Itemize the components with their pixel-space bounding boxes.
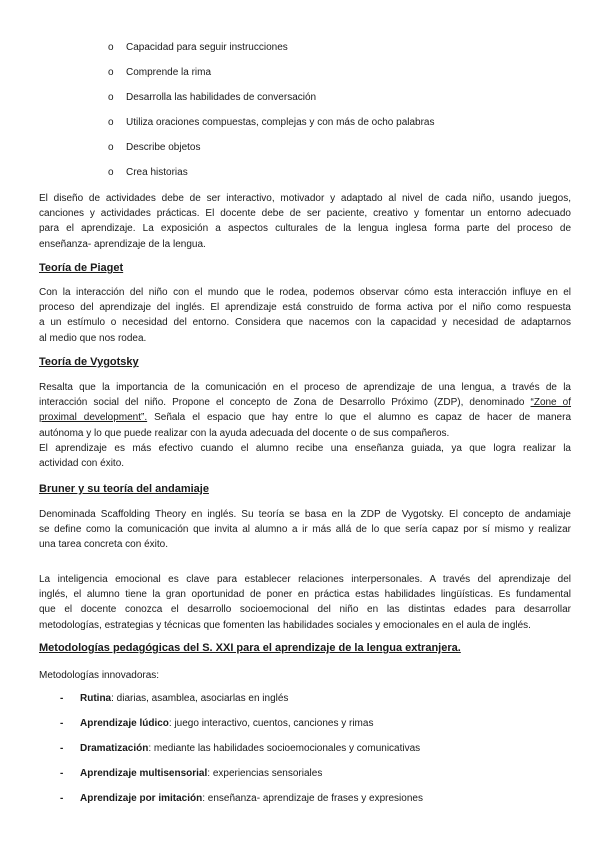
zpd-term-link: proximal development”. xyxy=(39,412,148,424)
zpd-term-link: “Zone of xyxy=(530,397,572,409)
paragraph-line: autónoma y lo que puede realizar con la ayuda adecuada del docente o de sus compañeros. xyxy=(39,427,450,439)
paragraph-line: Con la interacción del niño con el mundo que le rodea, podemos observar cómo esta interacción influye en el xyxy=(39,287,571,298)
text-run: interacción social del niño. Propone el concepto de Zona de Desarrollo Próximo (ZDP), denominado xyxy=(39,397,531,409)
paragraph-line: a un estímulo o necesidad del entorno. Considera que nacemos con la capacidad y necesidad de adaptarnos xyxy=(39,317,571,329)
paragraph-line: El aprendizaje es más efectivo cuando el alumno recibe una enseñanza guiada, ya que logra realizar la xyxy=(39,442,571,454)
paragraph-vygotsky xyxy=(39,380,571,471)
paragraph-line xyxy=(39,395,571,410)
bullet-marker: o xyxy=(108,142,114,153)
list-item-desc: : experiencias sensoriales xyxy=(207,768,323,779)
list-item-text: Utiliza oraciones compuestas, complejas y con más de ocho palabras xyxy=(126,117,435,128)
paragraph-line: una tarea concreta con éxito. xyxy=(39,539,168,551)
paragraph-activities xyxy=(39,191,571,252)
paragraph-line: El diseño de actividades debe de ser interactivo, motivador y adaptado al nivel de cada niño, usando juegos, xyxy=(39,193,571,204)
paragraph-line: Denominada Scaffolding Theory en inglés. Su teoría se basa en la ZDP de Vygotsky. El concepto de andamiaje xyxy=(39,509,571,520)
list-item-text: Crea historias xyxy=(126,167,188,178)
paragraph-line: Metodologías innovadoras: xyxy=(39,670,160,681)
paragraph-line: enseñanza- aprendizaje de la lengua. xyxy=(39,238,206,250)
text-run: Señala el espacio que hay entre lo que el alumno es capaz de hacer de manera xyxy=(147,412,571,424)
bullet-marker: o xyxy=(108,42,114,53)
dash-marker: - xyxy=(60,693,64,704)
list-item-desc: : mediante las habilidades socioemocionales y comunicativas xyxy=(148,743,421,754)
list-item-text: Comprende la rima xyxy=(126,67,212,78)
paragraph-line: para el aprendizaje. La exposición a aspectos culturales de la lengua inglesa forma parte del proceso de xyxy=(39,223,571,235)
list-item-text: Capacidad para seguir instrucciones xyxy=(126,42,288,53)
list-item-term: Rutina xyxy=(80,693,112,704)
paragraph-line: proceso del aprendizaje del inglés. El aprendizaje está construido de forma activa por el niño como respuesta xyxy=(39,302,571,314)
list-item-desc: : juego interactivo, cuentos, canciones y rimas xyxy=(168,718,374,729)
list-item-text xyxy=(80,768,322,779)
paragraph-bruner xyxy=(39,507,571,553)
list-item-text xyxy=(80,693,288,704)
paragraph-line: La inteligencia emocional es clave para establecer relaciones interpersonales. A través del aprendizaje del xyxy=(39,574,571,585)
list-item-term: Dramatización xyxy=(80,743,149,754)
dash-marker: - xyxy=(60,793,64,804)
bullet-marker: o xyxy=(108,67,114,78)
paragraph-line: que el docente conozca el desarrollo socioemocional del niño en las distintas edades para desarrollar xyxy=(39,604,571,616)
list-item-text xyxy=(80,793,423,804)
dash-marker: - xyxy=(60,743,64,754)
heading-piaget: Teoría de Piaget xyxy=(39,262,124,274)
paragraph-line xyxy=(39,410,571,425)
heading-methodologies: Metodologías pedagógicas del S. XXI para el aprendizaje de la lengua extranjera. xyxy=(39,642,461,654)
list-item-desc: : enseñanza- aprendizaje de frases y expresiones xyxy=(202,793,423,804)
paragraph-line: canciones y actividades prácticas. El docente debe de ser paciente, creativo y fomentar un entorno adecuado xyxy=(39,208,571,220)
paragraph-line: Resalta que la importancia de la comunicación en el proceso de aprendizaje de una lengua, a través de la xyxy=(39,382,571,393)
list-item-text xyxy=(80,743,420,754)
list-item-term: Aprendizaje lúdico xyxy=(80,718,169,729)
list-item-text: Desarrolla las habilidades de conversación xyxy=(126,92,317,103)
methodologies-intro xyxy=(39,668,571,683)
list-item-desc: : diarias, asamblea, asociarlas en inglés xyxy=(111,693,289,704)
list-item-text: Describe objetos xyxy=(126,142,201,153)
bullet-marker: o xyxy=(108,167,114,178)
paragraph-line: inglés, el alumno tiene la gran oportunidad de poner en práctica estas habilidades lingüísticas. Es fundamental xyxy=(39,589,571,601)
dash-marker: - xyxy=(60,718,64,729)
list-item-text xyxy=(80,718,373,729)
dash-marker: - xyxy=(60,768,64,779)
list-item-term: Aprendizaje multisensorial xyxy=(80,768,208,779)
paragraph-piaget xyxy=(39,285,571,346)
list-item-term: Aprendizaje por imitación xyxy=(80,793,203,804)
heading-bruner: Bruner y su teoría del andamiaje xyxy=(39,483,209,495)
bullet-marker: o xyxy=(108,92,114,103)
bullet-marker: o xyxy=(108,117,114,128)
paragraph-emotional xyxy=(39,572,571,633)
paragraph-line: al medio que nos rodea. xyxy=(39,332,147,344)
paragraph-line: actividad con éxito. xyxy=(39,458,125,470)
paragraph-line: metodologías, estrategias y técnicas que fomenten las habilidades sociales y emocionales en el aula de inglés. xyxy=(39,619,531,631)
heading-vygotsky: Teoría de Vygotsky xyxy=(39,356,139,368)
paragraph-line: se define como la comunicación que invita al alumno a ir más allá de lo que sería capaz por sí mismo y realizar xyxy=(39,524,571,536)
